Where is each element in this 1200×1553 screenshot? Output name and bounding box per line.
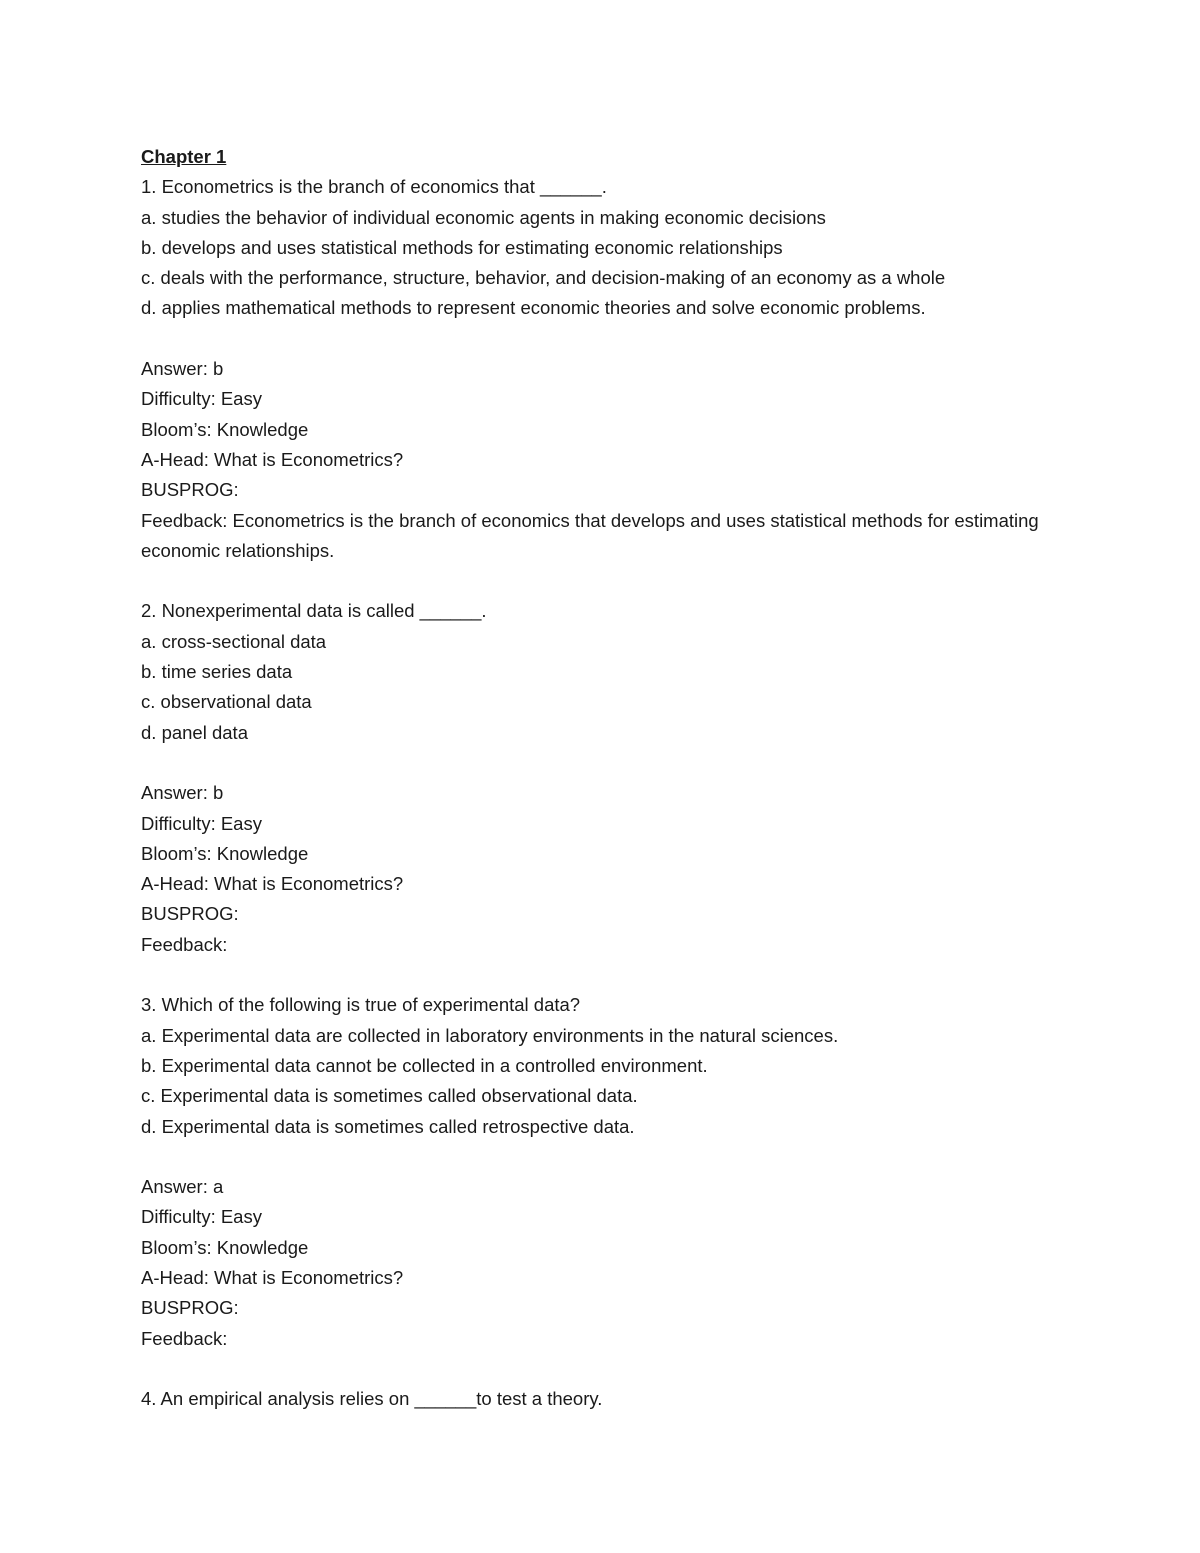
busprog: BUSPROG: xyxy=(141,479,239,501)
feedback: Feedback: Econometrics is the branch of economics that develops and uses statistical methods for estimating economic relationships. xyxy=(141,509,1039,561)
option-b: b. Experimental data cannot be collected in a controlled environment. xyxy=(141,1054,708,1076)
busprog: BUSPROG: xyxy=(141,1297,239,1319)
difficulty: Difficulty: Easy xyxy=(141,812,262,834)
question-stem: 1. Econometrics is the branch of economics that ______. xyxy=(141,176,607,198)
blooms: Bloom’s: Knowledge xyxy=(141,842,309,864)
option-a: a. Experimental data are collected in laboratory environments in the natural sciences. xyxy=(141,1024,839,1046)
option-a: a. studies the behavior of individual economic agents in making economic decisions xyxy=(141,206,826,228)
spacer xyxy=(141,1354,1041,1384)
a-head: A-Head: What is Econometrics? xyxy=(141,448,404,470)
spacer xyxy=(141,566,1041,596)
option-a: a. cross-sectional data xyxy=(141,630,327,652)
busprog: BUSPROG: xyxy=(141,903,239,925)
spacer xyxy=(141,748,1041,778)
spacer xyxy=(141,324,1041,354)
difficulty: Difficulty: Easy xyxy=(141,388,262,410)
spacer xyxy=(141,960,1041,990)
question-block xyxy=(141,596,1041,990)
option-d: d. panel data xyxy=(141,721,248,743)
question-block xyxy=(141,990,1041,1384)
chapter-title: Chapter 1 xyxy=(141,146,227,167)
question-block xyxy=(141,172,1041,596)
feedback: Feedback: xyxy=(141,1327,228,1349)
option-c: c. observational data xyxy=(141,691,312,713)
option-d: d. applies mathematical methods to represent economic theories and solve economic problems. xyxy=(141,297,926,319)
a-head: A-Head: What is Econometrics? xyxy=(141,873,404,895)
blooms: Bloom’s: Knowledge xyxy=(141,1236,309,1258)
question-stem: 3. Which of the following is true of experimental data? xyxy=(141,994,581,1016)
spacer xyxy=(141,1142,1041,1172)
feedback: Feedback: xyxy=(141,933,228,955)
question-stem: 4. An empirical analysis relies on ______to test a theory. xyxy=(141,1388,603,1410)
option-b: b. develops and uses statistical methods for estimating economic relationships xyxy=(141,236,783,258)
answer: Answer: b xyxy=(141,358,224,380)
a-head: A-Head: What is Econometrics? xyxy=(141,1266,404,1288)
document-page xyxy=(141,142,1041,1414)
question-stem: 2. Nonexperimental data is called ______. xyxy=(141,600,487,622)
blooms: Bloom’s: Knowledge xyxy=(141,418,309,440)
answer: Answer: b xyxy=(141,782,224,804)
option-d: d. Experimental data is sometimes called retrospective data. xyxy=(141,1115,635,1137)
answer: Answer: a xyxy=(141,1176,224,1198)
option-c: c. Experimental data is sometimes called observational data. xyxy=(141,1085,638,1107)
option-c: c. deals with the performance, structure, behavior, and decision-making of an economy as a whole xyxy=(141,267,946,289)
question-block xyxy=(141,1384,1041,1414)
option-b: b. time series data xyxy=(141,661,293,683)
difficulty: Difficulty: Easy xyxy=(141,1206,262,1228)
